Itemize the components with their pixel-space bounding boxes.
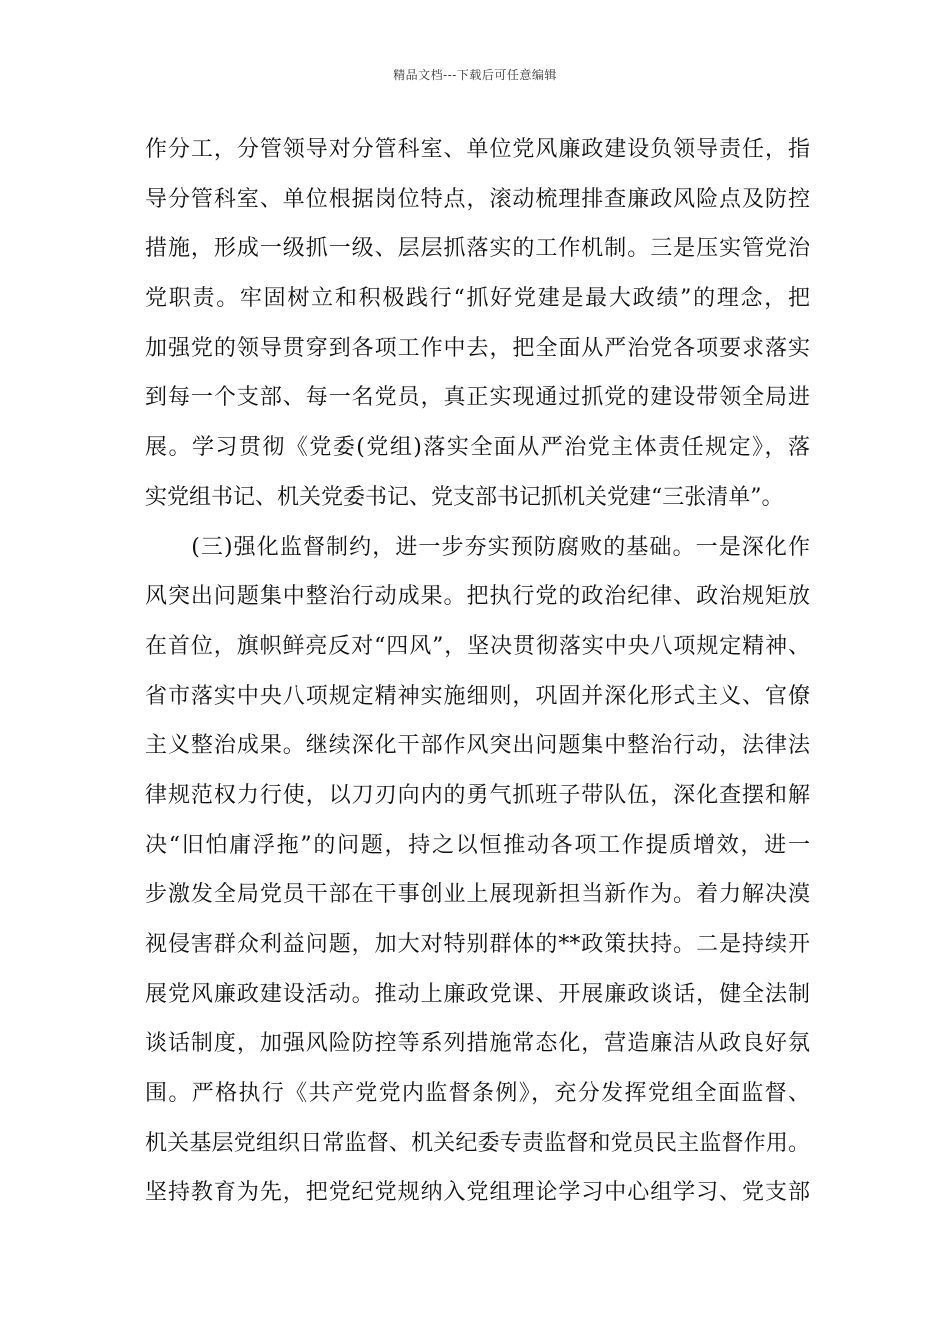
text-line: 围。严格执行《共产党党内监督条例》，充分发挥党组全面监督、 <box>145 1081 810 1107</box>
page-header: 精品文档---下载后可任意编辑 <box>393 68 557 82</box>
text-line: 步激发全局党员干部在干事创业上展现新担当新作为。着力解决漠 <box>145 882 810 908</box>
text-line: 加强党的领导贯穿到各项工作中去，把全面从严治党各项要求落实 <box>145 335 810 361</box>
text-line: 主义整治成果。继续深化干部作风突出问题集中整治行动，法律法 <box>145 733 810 759</box>
text-line: 省市落实中央八项规定精神实施细则，巩固并深化形式主义、官僚 <box>145 683 810 709</box>
text-line: 实党组书记、机关党委书记、党支部书记抓机关党建“三张清单”。 <box>145 484 784 510</box>
document-body <box>145 125 810 1218</box>
text-line: 坚持教育为先，把党纪党规纳入党组理论学习中心组学习、党支部 <box>145 1180 810 1206</box>
text-line: 导分管科室、单位根据岗位特点，滚动梳理排查廉政风险点及防控 <box>145 186 810 212</box>
text-line: 作分工，分管领导对分管科室、单位党风廉政建设负领导责任，指 <box>145 137 810 162</box>
text-line: 到每一个支部、每一名党员，真正实现通过抓党的建设带领全局进 <box>145 385 810 411</box>
text-line: 风突出问题集中整治行动成果。把执行党的政治纪律、政治规矩放 <box>145 584 810 610</box>
text-line: (三)强化监督制约，进一步夯实预防腐败的基础。一是深化作 <box>145 534 810 560</box>
text-line: 谈话制度，加强风险防控等系列措施常态化，营造廉洁从政良好氛 <box>145 1031 810 1057</box>
text-line: 党职责。牢固树立和积极践行“抓好党建是最大政绩”的理念，把 <box>145 286 810 312</box>
text-line: 措施，形成一级抓一级、层层抓落实的工作机制。三是压实管党治 <box>145 236 810 262</box>
text-line: 在首位，旗帜鲜亮反对“四风”，坚决贯彻落实中央八项规定精神、 <box>145 633 810 659</box>
text-line: 视侵害群众利益问题，加大对特别群体的**政策扶持。二是持续开 <box>145 932 810 957</box>
text-line: 律规范权力行使，以刀刃向内的勇气抓班子带队伍，深化查摆和解 <box>145 782 810 808</box>
text-line: 展。学习贯彻《党委(党组)落实全面从严治党主体责任规定》，落 <box>145 435 810 461</box>
text-line: 决“旧怕庸浮拖”的问题，持之以恒推动各项工作提质增效，进一 <box>145 832 810 858</box>
text-line: 机关基层党组织日常监督、机关纪委专责监督和党员民主监督作用。 <box>145 1130 810 1156</box>
text-line: 展党风廉政建设活动。推动上廉政党课、开展廉政谈话，健全法制 <box>145 981 810 1007</box>
